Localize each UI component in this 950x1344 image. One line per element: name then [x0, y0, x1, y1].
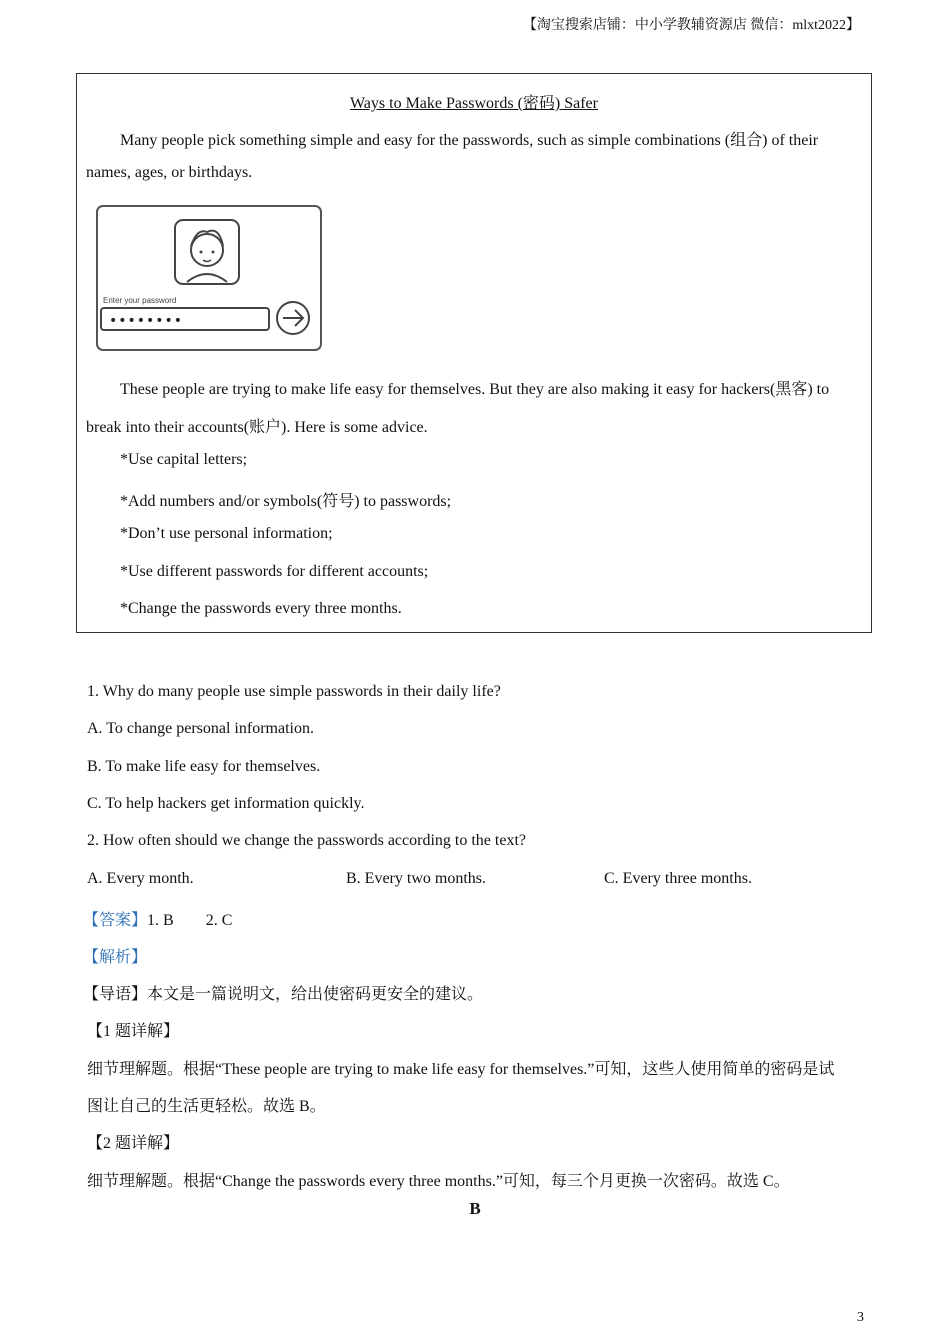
password-prompt-label: Enter your password	[103, 296, 177, 305]
guide-tag: 【导语】	[83, 986, 148, 1003]
advice-item: *Use different passwords for different accounts;	[120, 563, 429, 580]
masked-password: ••••••••	[109, 313, 184, 329]
advice-item: *Add numbers and/or symbols(符号) to passwords;	[120, 493, 452, 510]
detail-1-tag: 【1 题详解】	[87, 1023, 180, 1040]
question-1-stem: 1. Why do many people use simple passwords in their daily life?	[87, 683, 501, 700]
paragraph-2-line-2: break into their accounts(账户). Here is some advice.	[86, 419, 428, 436]
paragraph-2-line-1: These people are trying to make life easy for themselves. But they are also making it easy for hackers(黑客) to	[120, 381, 830, 398]
advice-item: *Use capital letters;	[120, 451, 248, 468]
question-2-option-c: C. Every three months.	[604, 870, 752, 887]
answer-q2: 2. C	[205, 912, 233, 929]
page-number: 3	[857, 1310, 864, 1325]
avatar-icon	[175, 220, 239, 284]
detail-2-tag: 【2 题详解】	[87, 1135, 180, 1152]
answer-tag: 【答案】	[83, 912, 148, 929]
advice-item: *Change the passwords every three months.	[120, 600, 402, 617]
answer-line	[83, 907, 232, 930]
detail-1-line-2: 图让自己的生活更轻松。故选 B。	[87, 1098, 326, 1115]
passage-title: Ways to Make Passwords (密码) Safer	[349, 95, 598, 112]
analysis-tag: 【解析】	[83, 949, 148, 966]
question-2-option-a: A. Every month.	[87, 870, 194, 887]
question-1-option-b: B. To make life easy for themselves.	[87, 758, 321, 775]
question-1-option-c: C. To help hackers get information quickly.	[87, 795, 365, 812]
advice-item: *Don’t use personal information;	[120, 525, 333, 542]
guide-line	[83, 981, 483, 1004]
question-2-option-b: B. Every two months.	[346, 870, 486, 887]
guide-text: 本文是一篇说明文，给出使密码更安全的建议。	[147, 986, 484, 1003]
header-note: 【淘宝搜索店铺：中小学教辅资源店 微信：mlxt2022】	[522, 18, 860, 33]
detail-1-line-1: 细节理解题。根据“These people are trying to make life easy for themselves.”可知，这些人使用简单的密码是试	[87, 1061, 835, 1078]
paragraph-1-line-2: names, ages, or birthdays.	[86, 164, 253, 181]
detail-2-line-1: 细节理解题。根据“Change the passwords every three months.”可知，每三个月更换一次密码。故选 C。	[87, 1173, 790, 1190]
next-section-heading: B	[469, 1199, 481, 1218]
question-1-option-a: A. To change personal information.	[87, 720, 314, 737]
answer-q1: 1. B	[147, 912, 174, 929]
paragraph-1-line-1: Many people pick something simple and easy for the passwords, such as simple combinations (组合) of their	[120, 132, 819, 149]
arrow-right-icon	[277, 302, 309, 334]
passage-box	[76, 73, 872, 633]
question-2-stem: 2. How often should we change the passwords according to the text?	[87, 832, 526, 849]
login-illustration	[93, 202, 325, 354]
